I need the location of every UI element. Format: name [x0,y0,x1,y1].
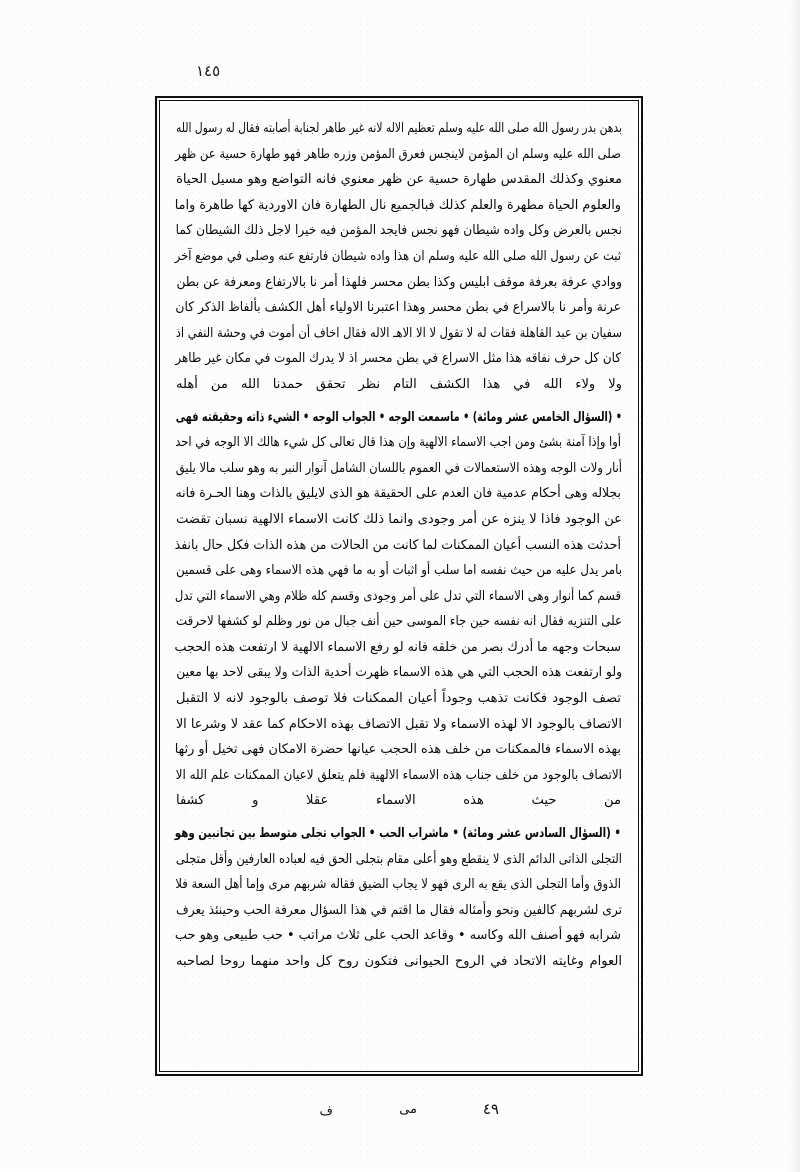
text-line: والعلوم الحياة مطهرة والعلم كذلك فبالجميع نال الطهارة فان الاوردية كها طاهرة واما [174,197,621,213]
text-line: أحدثت هذه النسب أعيان الممكنات لما كانت من الحالات من هذه الذات فكل حال بانفذ [174,537,621,553]
footer-catchword-left: ف [319,1104,333,1119]
text-line: سبحات وجهه ما أدرك بصر من خلقه فانه لو رفع الاسماء الالهية لا ارتفعت هذه الحجب [174,639,621,655]
text-line: الاتصاف بالوجود من خلف جناب هذه الاسماء الالهية فلم يتعلق لاعيان الممكنات علم الله الا [175,767,623,783]
paragraph-spacer [176,814,622,821]
page-edge-shadow [786,0,800,1172]
text-line: صلى الله عليه وسلم ان المؤمن لاينجس فعرق المؤمن وزره طاهر فهو طهارة حسية عن ظهر [175,146,621,162]
paragraph-spacer [176,398,622,405]
text-line: ولا ولاء الله في هذا الكشف التام نظر تحقق حمدنا الله من أهله [176,376,622,392]
text-line: كان كل حرف نفاقه هذا مثل الاسراع في بطن محسر اذ لا يدرك الموت في مكان غير طاهر [175,351,621,367]
text-line: عرنة وأمر نا بالاسراع في بطن محسر وهذا اعتبرنا الاولياء أهل الكشف بألفاظ الذكر كان [175,300,622,316]
page-footer [155,1098,643,1132]
text-line: على التنزيه فقال انه نفسه حين جاء الموسى حين أنف جبال من نور وظلم لو كشفها لاحرقت [176,614,622,630]
text-line: التجلى الذاتى الدائم الذى لا ينقطع وهو أعلى مقام بتجلى الحق فيه لعباده العارفين وأقل متجلى [175,851,622,867]
text-line: شرابه فهو أصنف الله وكاسه • وقاعد الحب على ثلاث مراتب • حب طبيعى وهو حب [174,928,621,944]
footer-catchword-center: ٤٩ [482,1100,499,1118]
text-line: العوام وغايته الاتحاد في الروح الحيوانى فتكون روح كل واحد منهما روحا لصاحبه [176,954,622,969]
text-line: تصف الوجود فكانت تذهب وجوداً أعيان الممكنات فلا توصف بالوجود لانه لا التقبل [176,691,621,707]
text-line: ترى لشربهم كالفين ونحو وأمثاله فقال ما اقتم في هذا السؤال معرفة الحب وحينئذ يعرف [176,902,622,918]
text-line: من حيث هذه الاسماء عقلا و كشفا [176,793,621,809]
text-line: ولو ارتفعت هذه الحجب التي هي هذه الاسماء ظهرت أحدية الذات ولا يبقى لاحد بها معين [176,665,623,681]
text-line: عن الوجود فاذا لا ينزه عن أمر وجودى وانما ذلك كانت الاسماء الالهية نسبان تقضت [176,511,622,527]
page-text-body [168,110,630,1062]
text-line: قسم كما أنوار وهى الاسماء التي تدل على أمر وجودى وقسم كله ظلام وهي الاسماء التي تدل [174,588,621,604]
text-line: الاتصاف بالوجود الا لهذه الاسماء ولا تقبل الاتصاف بهذه الاحكام كما عقد لا وشرعا الا [175,716,622,732]
text-line: بامر يدل عليه من حيث نفسه اما سلب أو اثبات أو به ما فهي هذه الاسماء وهى على قسمين [175,563,622,579]
text-line: أوا وإذا آمنة بشئ ومن اجب الاسماء الالهية وإن هذا قال تعالى كل شيء هالك الا الوجه في احد [175,435,621,451]
folio-number: ١٤٥ [196,62,221,80]
section-heading-line: • (السؤال الخامس عشر ومائة) • ماسمعت الوجه • الجواب الوجه • الشيء ذاته وحقيقته فهى [175,409,622,425]
text-line: الذوق وأما التجلى الذى يقع به الرى فهو لا يجاب الضيق فقاله شربهم مرى وإما أهل السعة فلا [175,877,622,893]
section-heading-line: • (السؤال السادس عشر ومائة) • ماشراب الحب • الجواب تجلى متوسط بين تجانبين وهو [174,826,621,842]
text-line: أنار ولات الوجه وهذه الاستعمالات في العموم باللسان الشامل آنوار النبر به وهو سلب مالا يليق [175,460,623,476]
text-line: معنوي وكذلك المقدس طهارة حسية عن ظهر معنوي فانه التواضع وهو مسيل الحياة [176,172,623,188]
text-line: سفيان بن عبد القاهلة فقات له لا تقول لا الا الاهـ الاله فقال اخاف أن أموت في وحشة النفي اذ [175,325,622,341]
footer-catchword-mid: مى [399,1102,417,1117]
text-line: ثبت عن رسول الله صلى الله عليه وسلم ان هذا واده شيطان فارتفع عنه وصلى في موضع آخر [174,248,621,264]
text-line: ووادي عرفة بعرفة موقف ابليس وكذا بطن محسر فلهذا أمر نا بالارتفاع ومعرفة عن بطن [176,274,622,290]
text-line: بهذه الاسماء فالممكنات من خلف هذه الحجب عيانها حضرة الامكان فهى تخيل أو رثها [174,742,621,758]
text-line: نجس بالعرض وكل واده شيطان فهو نجس فايجد المؤمن فيه خيرا لاجل ذلك الشيطان كما [175,223,622,239]
text-line: بدهن بدر رسول الله صلى الله عليه وسلم تعظيم الاله لانه غير طاهر لجنابة أصابته فقال له رسول الله [175,121,622,136]
text-line: بجلاله وهى أحكام عدمية فان العدم على الحقيقة هو الذى لايليق بالذات وهنا الحـرة فانه [175,486,621,502]
